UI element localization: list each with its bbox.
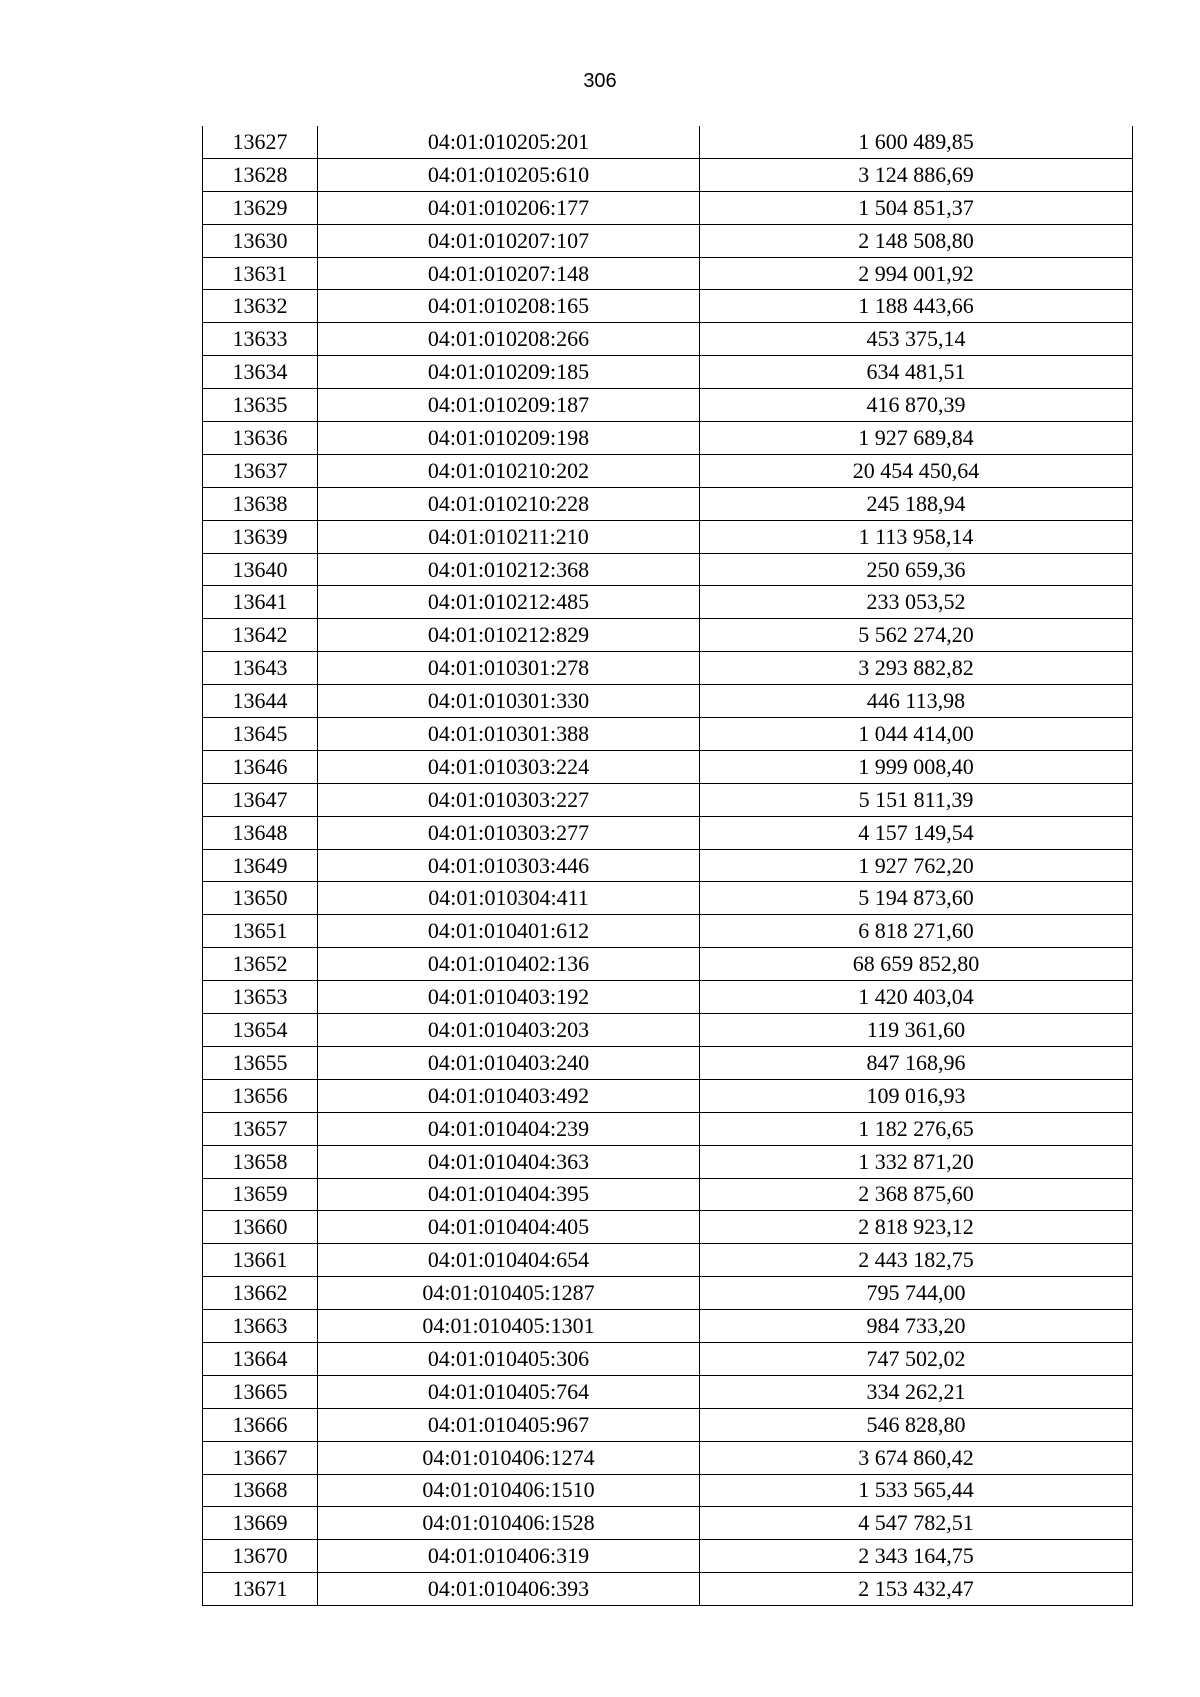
table-row xyxy=(203,1375,1133,1408)
cadastral-number-cell: 04:01:010405:306 xyxy=(318,1342,700,1375)
row-number-cell: 13654 xyxy=(203,1014,318,1047)
cadastral-value-cell: 795 744,00 xyxy=(700,1277,1133,1310)
cadastral-number-cell: 04:01:010210:228 xyxy=(318,487,700,520)
cadastral-value-cell: 453 375,14 xyxy=(700,323,1133,356)
table-row xyxy=(203,553,1133,586)
cadastral-number-cell: 04:01:010405:1287 xyxy=(318,1277,700,1310)
cadastral-number-cell: 04:01:010207:107 xyxy=(318,224,700,257)
cadastral-value-cell: 3 293 882,82 xyxy=(700,652,1133,685)
cadastral-number-cell: 04:01:010212:485 xyxy=(318,586,700,619)
cadastral-number-cell: 04:01:010205:610 xyxy=(318,158,700,191)
cadastral-value-cell: 233 053,52 xyxy=(700,586,1133,619)
table-row xyxy=(203,389,1133,422)
row-number-cell: 13635 xyxy=(203,389,318,422)
row-number-cell: 13653 xyxy=(203,981,318,1014)
cadastral-number-cell: 04:01:010212:829 xyxy=(318,619,700,652)
cadastral-value-cell: 1 533 565,44 xyxy=(700,1474,1133,1507)
row-number-cell: 13644 xyxy=(203,685,318,718)
cadastral-value-cell: 1 113 958,14 xyxy=(700,520,1133,553)
row-number-cell: 13634 xyxy=(203,356,318,389)
cadastral-number-cell: 04:01:010205:201 xyxy=(318,126,700,158)
row-number-cell: 13651 xyxy=(203,915,318,948)
cadastral-number-cell: 04:01:010405:764 xyxy=(318,1375,700,1408)
table-row xyxy=(203,1507,1133,1540)
cadastral-number-cell: 04:01:010301:388 xyxy=(318,718,700,751)
cadastral-number-cell: 04:01:010406:1510 xyxy=(318,1474,700,1507)
table-row xyxy=(203,191,1133,224)
cadastral-number-cell: 04:01:010404:395 xyxy=(318,1178,700,1211)
row-number-cell: 13638 xyxy=(203,487,318,520)
row-number-cell: 13657 xyxy=(203,1112,318,1145)
cadastral-value-cell: 1 044 414,00 xyxy=(700,718,1133,751)
row-number-cell: 13645 xyxy=(203,718,318,751)
cadastral-value-cell: 1 182 276,65 xyxy=(700,1112,1133,1145)
cadastral-value-cell: 446 113,98 xyxy=(700,685,1133,718)
cadastral-value-cell: 4 157 149,54 xyxy=(700,816,1133,849)
table-row xyxy=(203,1277,1133,1310)
cadastral-value-cell: 1 420 403,04 xyxy=(700,981,1133,1014)
cadastral-value-cell: 3 124 886,69 xyxy=(700,158,1133,191)
table-row xyxy=(203,454,1133,487)
table-row xyxy=(203,158,1133,191)
table-row xyxy=(203,1112,1133,1145)
cadastral-number-cell: 04:01:010404:363 xyxy=(318,1145,700,1178)
cadastral-value-cell: 2 818 923,12 xyxy=(700,1211,1133,1244)
row-number-cell: 13627 xyxy=(203,126,318,158)
table-row xyxy=(203,882,1133,915)
table-row xyxy=(203,1014,1133,1047)
row-number-cell: 13669 xyxy=(203,1507,318,1540)
cadastral-number-cell: 04:01:010209:198 xyxy=(318,422,700,455)
table-row xyxy=(203,816,1133,849)
row-number-cell: 13650 xyxy=(203,882,318,915)
cadastral-number-cell: 04:01:010406:319 xyxy=(318,1540,700,1573)
cadastral-number-cell: 04:01:010206:177 xyxy=(318,191,700,224)
table-row xyxy=(203,257,1133,290)
row-number-cell: 13632 xyxy=(203,290,318,323)
row-number-cell: 13640 xyxy=(203,553,318,586)
row-number-cell: 13662 xyxy=(203,1277,318,1310)
cadastral-number-cell: 04:01:010208:165 xyxy=(318,290,700,323)
row-number-cell: 13656 xyxy=(203,1079,318,1112)
cadastral-value-cell: 1 927 689,84 xyxy=(700,422,1133,455)
cadastral-number-cell: 04:01:010404:654 xyxy=(318,1244,700,1277)
cadastral-value-cell: 2 343 164,75 xyxy=(700,1540,1133,1573)
cadastral-value-cell: 109 016,93 xyxy=(700,1079,1133,1112)
row-number-cell: 13652 xyxy=(203,948,318,981)
table-row xyxy=(203,718,1133,751)
cadastral-value-cell: 119 361,60 xyxy=(700,1014,1133,1047)
row-number-cell: 13663 xyxy=(203,1310,318,1343)
table-row xyxy=(203,1178,1133,1211)
table-row xyxy=(203,224,1133,257)
cadastral-value-cell: 747 502,02 xyxy=(700,1342,1133,1375)
row-number-cell: 13668 xyxy=(203,1474,318,1507)
cadastral-number-cell: 04:01:010403:240 xyxy=(318,1046,700,1079)
table-row xyxy=(203,652,1133,685)
cadastral-value-cell: 1 600 489,85 xyxy=(700,126,1133,158)
row-number-cell: 13629 xyxy=(203,191,318,224)
table-row xyxy=(203,487,1133,520)
cadastral-value-cell: 2 994 001,92 xyxy=(700,257,1133,290)
cadastral-value-cell: 1 927 762,20 xyxy=(700,849,1133,882)
cadastral-number-cell: 04:01:010402:136 xyxy=(318,948,700,981)
table-row xyxy=(203,1145,1133,1178)
table-row xyxy=(203,422,1133,455)
table-row xyxy=(203,1244,1133,1277)
row-number-cell: 13641 xyxy=(203,586,318,619)
table-row xyxy=(203,323,1133,356)
cadastral-value-cell: 3 674 860,42 xyxy=(700,1441,1133,1474)
cadastral-number-cell: 04:01:010406:393 xyxy=(318,1573,700,1606)
page-number: 306 xyxy=(583,70,617,92)
cadastral-value-cell: 1 332 871,20 xyxy=(700,1145,1133,1178)
row-number-cell: 13655 xyxy=(203,1046,318,1079)
cadastral-number-cell: 04:01:010405:967 xyxy=(318,1408,700,1441)
row-number-cell: 13633 xyxy=(203,323,318,356)
cadastral-value-cell: 634 481,51 xyxy=(700,356,1133,389)
table-row xyxy=(203,915,1133,948)
row-number-cell: 13630 xyxy=(203,224,318,257)
cadastral-number-cell: 04:01:010403:192 xyxy=(318,981,700,1014)
cadastral-number-cell: 04:01:010401:612 xyxy=(318,915,700,948)
table-row xyxy=(203,1310,1133,1343)
cadastral-value-cell: 1 504 851,37 xyxy=(700,191,1133,224)
cadastral-number-cell: 04:01:010403:492 xyxy=(318,1079,700,1112)
row-number-cell: 13646 xyxy=(203,750,318,783)
cadastral-number-cell: 04:01:010304:411 xyxy=(318,882,700,915)
table-row xyxy=(203,290,1133,323)
cadastral-value-cell: 20 454 450,64 xyxy=(700,454,1133,487)
cadastral-value-table xyxy=(202,126,1133,1606)
table-body xyxy=(203,126,1133,1606)
row-number-cell: 13665 xyxy=(203,1375,318,1408)
cadastral-value-cell: 2 368 875,60 xyxy=(700,1178,1133,1211)
table-row xyxy=(203,981,1133,1014)
cadastral-number-cell: 04:01:010303:277 xyxy=(318,816,700,849)
table-row xyxy=(203,849,1133,882)
cadastral-number-cell: 04:01:010301:330 xyxy=(318,685,700,718)
cadastral-value-cell: 334 262,21 xyxy=(700,1375,1133,1408)
row-number-cell: 13639 xyxy=(203,520,318,553)
cadastral-number-cell: 04:01:010210:202 xyxy=(318,454,700,487)
row-number-cell: 13667 xyxy=(203,1441,318,1474)
cadastral-number-cell: 04:01:010403:203 xyxy=(318,1014,700,1047)
row-number-cell: 13631 xyxy=(203,257,318,290)
row-number-cell: 13659 xyxy=(203,1178,318,1211)
table-row xyxy=(203,1342,1133,1375)
cadastral-number-cell: 04:01:010404:239 xyxy=(318,1112,700,1145)
table-row xyxy=(203,750,1133,783)
row-number-cell: 13664 xyxy=(203,1342,318,1375)
table-row xyxy=(203,126,1133,158)
cadastral-value-cell: 416 870,39 xyxy=(700,389,1133,422)
table-row xyxy=(203,1211,1133,1244)
row-number-cell: 13648 xyxy=(203,816,318,849)
table-row xyxy=(203,1441,1133,1474)
cadastral-value-cell: 546 828,80 xyxy=(700,1408,1133,1441)
row-number-cell: 13661 xyxy=(203,1244,318,1277)
table-row xyxy=(203,1408,1133,1441)
cadastral-value-cell: 250 659,36 xyxy=(700,553,1133,586)
table-row xyxy=(203,1079,1133,1112)
cadastral-number-cell: 04:01:010406:1528 xyxy=(318,1507,700,1540)
row-number-cell: 13670 xyxy=(203,1540,318,1573)
cadastral-number-cell: 04:01:010404:405 xyxy=(318,1211,700,1244)
table-row xyxy=(203,948,1133,981)
table-row xyxy=(203,1046,1133,1079)
table-row xyxy=(203,586,1133,619)
cadastral-number-cell: 04:01:010212:368 xyxy=(318,553,700,586)
cadastral-number-cell: 04:01:010303:227 xyxy=(318,783,700,816)
cadastral-number-cell: 04:01:010208:266 xyxy=(318,323,700,356)
row-number-cell: 13643 xyxy=(203,652,318,685)
cadastral-number-cell: 04:01:010406:1274 xyxy=(318,1441,700,1474)
row-number-cell: 13642 xyxy=(203,619,318,652)
row-number-cell: 13658 xyxy=(203,1145,318,1178)
cadastral-value-cell: 5 194 873,60 xyxy=(700,882,1133,915)
cadastral-value-cell: 5 562 274,20 xyxy=(700,619,1133,652)
row-number-cell: 13647 xyxy=(203,783,318,816)
cadastral-number-cell: 04:01:010209:187 xyxy=(318,389,700,422)
cadastral-value-cell: 2 148 508,80 xyxy=(700,224,1133,257)
table-row xyxy=(203,619,1133,652)
row-number-cell: 13671 xyxy=(203,1573,318,1606)
cadastral-number-cell: 04:01:010209:185 xyxy=(318,356,700,389)
table-row xyxy=(203,1573,1133,1606)
row-number-cell: 13649 xyxy=(203,849,318,882)
cadastral-number-cell: 04:01:010211:210 xyxy=(318,520,700,553)
cadastral-value-cell: 1 999 008,40 xyxy=(700,750,1133,783)
row-number-cell: 13637 xyxy=(203,454,318,487)
row-number-cell: 13666 xyxy=(203,1408,318,1441)
cadastral-number-cell: 04:01:010405:1301 xyxy=(318,1310,700,1343)
cadastral-number-cell: 04:01:010301:278 xyxy=(318,652,700,685)
cadastral-number-cell: 04:01:010303:224 xyxy=(318,750,700,783)
table-row xyxy=(203,520,1133,553)
table-row xyxy=(203,1540,1133,1573)
cadastral-value-cell: 984 733,20 xyxy=(700,1310,1133,1343)
cadastral-value-cell: 1 188 443,66 xyxy=(700,290,1133,323)
cadastral-number-cell: 04:01:010303:446 xyxy=(318,849,700,882)
cadastral-value-cell: 245 188,94 xyxy=(700,487,1133,520)
cadastral-value-cell: 4 547 782,51 xyxy=(700,1507,1133,1540)
cadastral-value-cell: 847 168,96 xyxy=(700,1046,1133,1079)
table-row xyxy=(203,356,1133,389)
row-number-cell: 13628 xyxy=(203,158,318,191)
table-row xyxy=(203,1474,1133,1507)
cadastral-value-cell: 2 443 182,75 xyxy=(700,1244,1133,1277)
row-number-cell: 13636 xyxy=(203,422,318,455)
table-row xyxy=(203,783,1133,816)
cadastral-value-cell: 68 659 852,80 xyxy=(700,948,1133,981)
table-row xyxy=(203,685,1133,718)
cadastral-value-cell: 6 818 271,60 xyxy=(700,915,1133,948)
cadastral-value-cell: 5 151 811,39 xyxy=(700,783,1133,816)
cadastral-value-cell: 2 153 432,47 xyxy=(700,1573,1133,1606)
row-number-cell: 13660 xyxy=(203,1211,318,1244)
cadastral-number-cell: 04:01:010207:148 xyxy=(318,257,700,290)
